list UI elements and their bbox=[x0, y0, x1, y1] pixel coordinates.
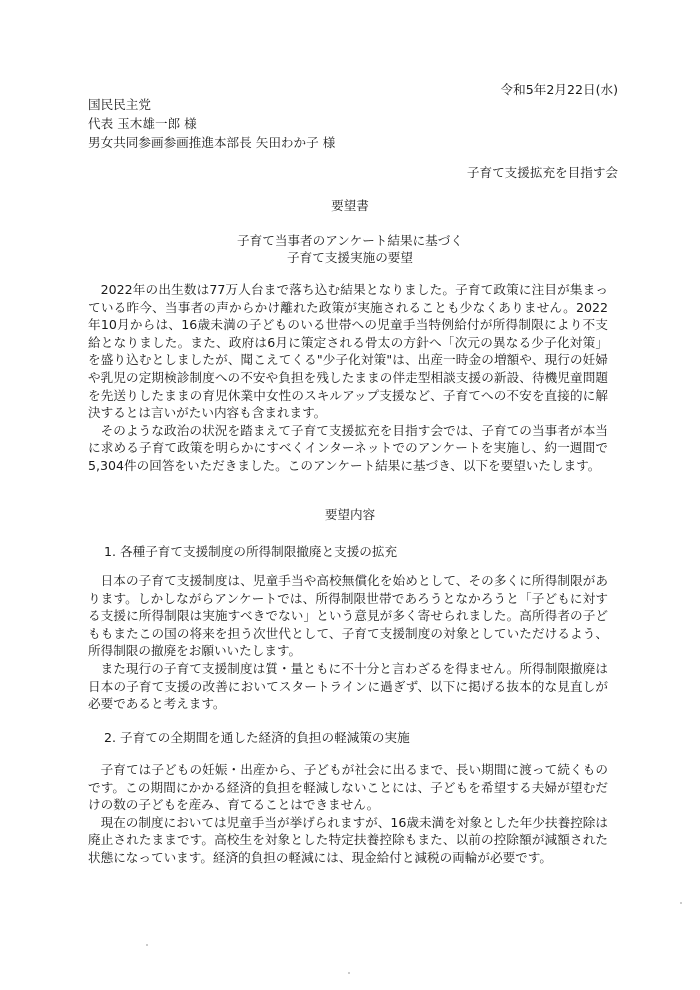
intro-paragraph-2: そのような政治の状況を踏まえて子育て支援拡充を目指す会では、子育ての当事者が本当に求める子育て政策を明らかにすべくインターネットでのアンケートを実施し、約一週間で5,304件の回答をいただきました。このアンケート結果に基づき、以下を要望いたします。 bbox=[88, 422, 608, 473]
document-subtitle bbox=[0, 232, 700, 266]
scan-speck bbox=[146, 944, 148, 946]
addressee-director: 男女共同参画参画推進本部長 矢田わか子 様 bbox=[88, 135, 336, 150]
request-item-1-paragraph-1: 日本の子育て支援制度は、児童手当や高校無償化を始めとして、その多くに所得制限があります。しかしながらアンケートでは、所得制限世帯であろうとなかろうと「子どもに対する支援に所得制限は実施すべきでない」という意見が多く寄せられました。高所得者の子どももまたこの国の将来を担う次世代として、子育て支援制度の対象としていただけるよう、所得制限の撤廃をお願いいたします。 bbox=[88, 573, 608, 659]
request-item-1-body bbox=[88, 572, 608, 713]
intro-paragraph-1: 2022年の出生数は77万人台まで落ち込む結果となりました。子育て政策に注目が集まっている昨今、当事者の声からかけ離れた政策が実施されることも少なくありません。2022年10月からは、16歳未満の子どものいる世帯への児童手当特例給付が所得制限により不支給となりました。また、政府は6月に策定される骨太の方針へ「次元の異なる少子化対策」を盛り込むとしましたが、聞こえてくる"少子化対策"は、出産一時金の増額や、現行の妊婦や乳児の定期検診制度への不安や負担を残したままの伴走型相談支援の新設、待機児童問題を先送りしたままの育児休業中女性のスキルアップ支援など、子育てへの不安を直接的に解決するとは言いがたい内容も含まれます。 bbox=[88, 282, 608, 421]
request-item-1-title: 1. 各種子育て支援制度の所得制限撤廃と支援の拡充 bbox=[104, 544, 398, 559]
section-heading: 要望内容 bbox=[324, 507, 376, 522]
request-item-2-paragraph-1: 子育ては子どもの妊娠・出産から、子どもが社会に出るまで、長い期間に渡って続くものです。この期間にかかる経済的負担を軽減しないことには、子どもを希望する夫婦が望むだけの数の子どもを産み、育てることはできません。 bbox=[88, 762, 608, 813]
addressee-leader: 代表 玉木雄一郎 様 bbox=[88, 116, 197, 131]
request-item-2-body bbox=[88, 761, 608, 867]
subtitle-line-1: 子育て当事者のアンケート結果に基づく bbox=[237, 233, 463, 248]
request-item-2-paragraph-2: 現在の制度においては児童手当が挙げられますが、16歳未満を対象とした年少扶養控除は廃止されたままです。高校生を対象とした特定扶養控除もまた、以前の控除額が減額された状態になっています。経済的負担の軽減には、現金給付と減税の両輪が必要です。 bbox=[88, 814, 608, 865]
addressee-party: 国民民主党 bbox=[88, 97, 151, 112]
document-title: 要望書 bbox=[331, 198, 369, 213]
scan-speck bbox=[348, 972, 350, 974]
letter-date: 令和5年2月22日(水) bbox=[500, 82, 618, 97]
scan-speck bbox=[680, 902, 682, 904]
request-item-2-title: 2. 子育ての全期間を通した経済的負担の軽減策の実施 bbox=[104, 730, 410, 745]
sender-name: 子育て支援拡充を目指す会 bbox=[466, 165, 618, 180]
subtitle-line-2: 子育て支援実施の要望 bbox=[287, 250, 413, 265]
intro-section bbox=[88, 281, 608, 475]
request-item-1-paragraph-2: また現行の子育て支援制度は質・量ともに不十分と言わざるを得ません。所得制限撤廃は日本の子育て支援の改善においてスタートラインに過ぎず、以下に掲げる抜本的な見直しが必要であると考えます。 bbox=[88, 660, 608, 712]
addressee-block bbox=[88, 96, 335, 153]
